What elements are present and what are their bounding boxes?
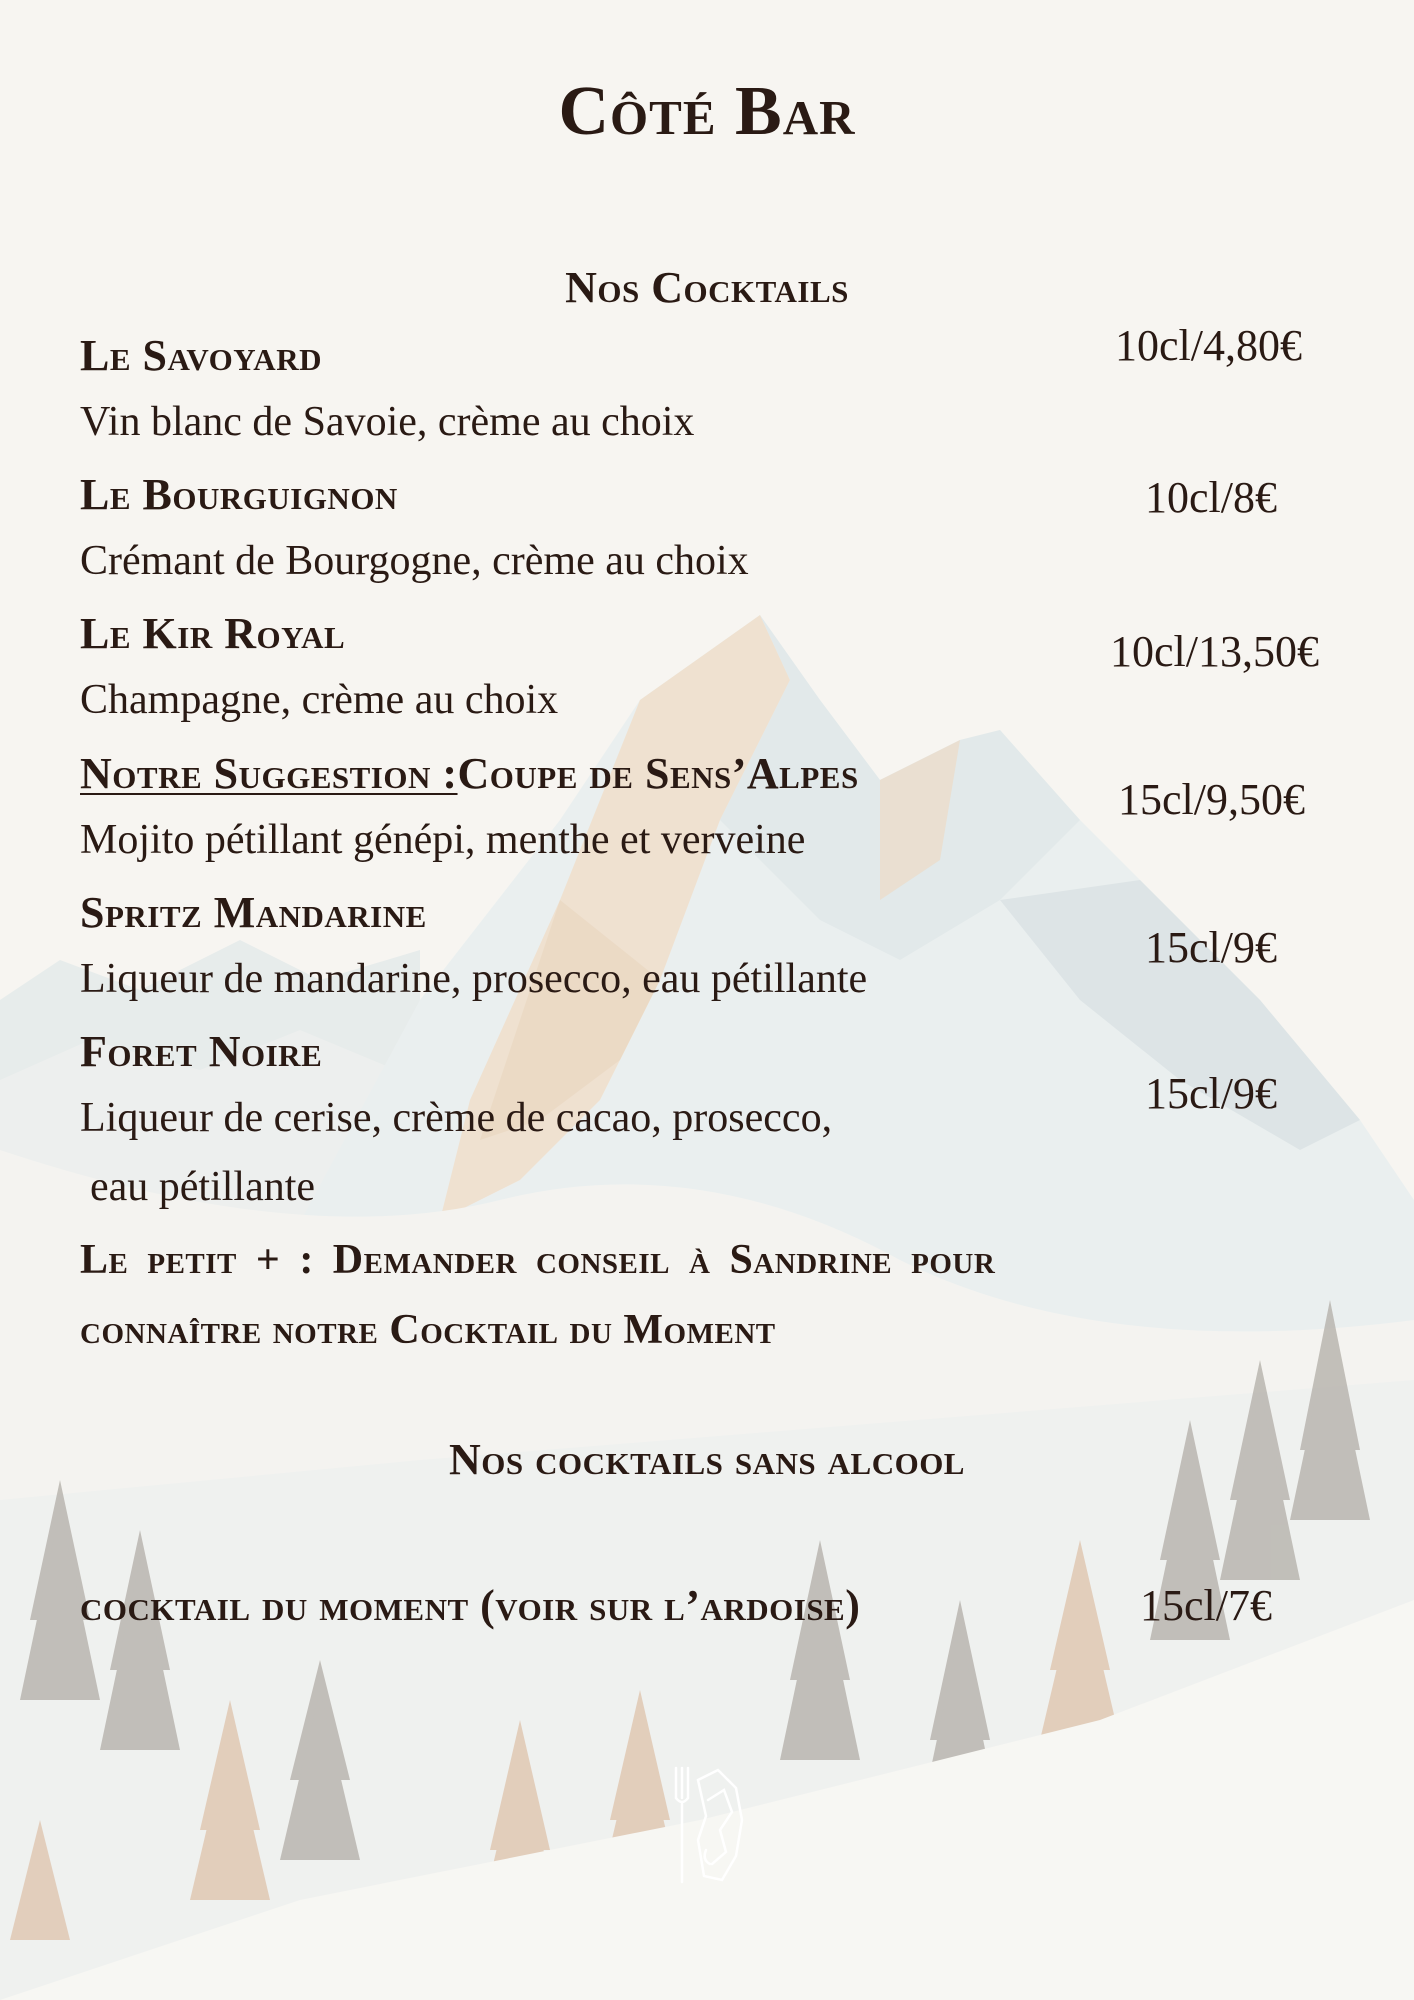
item-description: Crémant de Bourgogne, crème au choix xyxy=(80,538,749,584)
restaurant-logo-icon xyxy=(662,1760,752,1890)
tip-line-1: Le petit + : Demander conseil à Sandrine pour xyxy=(80,1237,996,1283)
item-price: 10cl/13,50€ xyxy=(1110,627,1319,676)
item-price: 10cl/8€ xyxy=(1145,473,1277,522)
suggestion-label: Notre Suggestion : xyxy=(80,749,458,798)
item-price: 15cl/9,50€ xyxy=(1118,775,1305,824)
item-name: Spritz Mandarine xyxy=(80,888,427,937)
item-name: cocktail du moment (voir sur l’ardoise) xyxy=(80,1581,861,1630)
item-name: Le Bourguignon xyxy=(80,470,398,519)
item-description-continued: eau pétillante xyxy=(90,1164,316,1210)
item-name: Foret Noire xyxy=(80,1027,323,1076)
item-price: 15cl/9€ xyxy=(1145,923,1277,972)
item-name: Le Savoyard xyxy=(80,331,322,380)
item-price: 10cl/4,80€ xyxy=(1115,321,1302,370)
page-title: Côté Bar xyxy=(558,73,856,150)
item-name xyxy=(80,748,859,799)
section-title-cocktails: Nos Cocktails xyxy=(565,263,849,312)
item-description: Liqueur de cerise, crème de cacao, prosecco, xyxy=(80,1095,833,1141)
tip-line-2: connaître notre Cocktail du Moment xyxy=(80,1307,776,1353)
suggestion-name: Coupe de Sens’Alpes xyxy=(457,749,859,798)
section-title-sans-alcool: Nos cocktails sans alcool xyxy=(449,1435,965,1484)
item-price: 15cl/7€ xyxy=(1140,1581,1272,1630)
item-name: Le Kir Royal xyxy=(80,609,346,658)
item-price: 15cl/9€ xyxy=(1145,1069,1277,1118)
item-description: Vin blanc de Savoie, crème au choix xyxy=(80,399,695,445)
item-description: Liqueur de mandarine, prosecco, eau pétillante xyxy=(80,956,868,1002)
item-description: Champagne, crème au choix xyxy=(80,677,559,723)
item-description: Mojito pétillant génépi, menthe et verveine xyxy=(80,817,806,863)
